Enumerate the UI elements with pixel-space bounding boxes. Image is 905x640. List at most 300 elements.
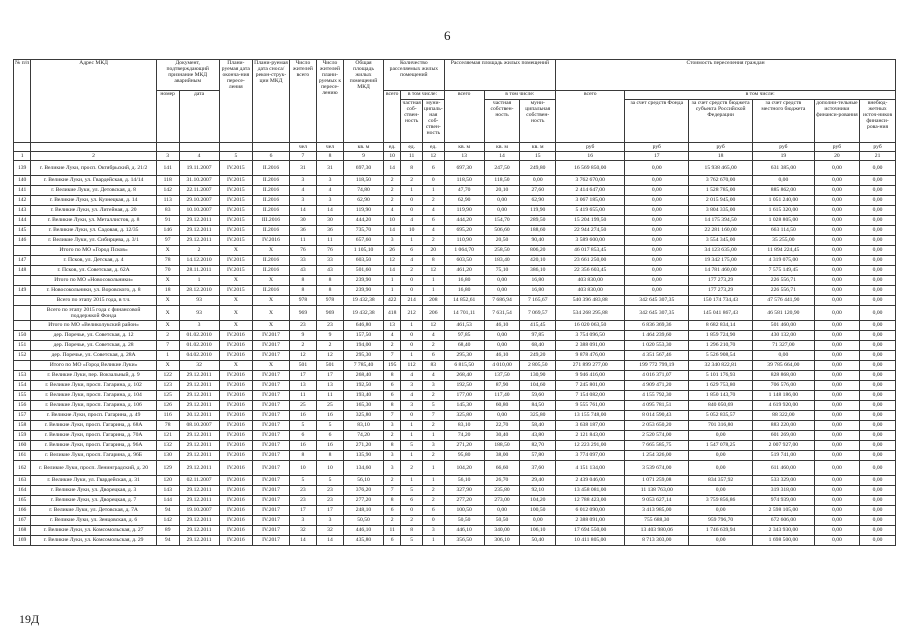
- table-cell: 50,40: [520, 536, 556, 546]
- table-cell: X: [253, 361, 290, 371]
- table-cell: 5: [401, 441, 423, 451]
- column-number-cell: 9: [343, 152, 383, 161]
- column-number-cell: 15: [520, 152, 556, 161]
- table-cell: 0,00: [625, 216, 689, 226]
- table-cell: 1 698 500,00: [753, 536, 815, 546]
- table-cell: X: [253, 306, 290, 321]
- table-cell: 20: [422, 246, 444, 256]
- table-cell: 104,20: [520, 496, 556, 506]
- table-cell: 47,70: [444, 186, 484, 196]
- table-cell: 83: [422, 361, 444, 371]
- table-cell: 663 114,50: [753, 226, 815, 236]
- table-cell: 0,00: [814, 506, 859, 516]
- table-cell: 88 322,00: [753, 411, 815, 421]
- table-cell: 7: [384, 411, 401, 421]
- table-cell: 119,90: [343, 206, 383, 216]
- col-header-additional-sources: дополни-тельные источники финанси-рования: [814, 100, 859, 143]
- table-cell: 0,00: [814, 246, 859, 256]
- table-cell: 0,00: [814, 296, 859, 306]
- table-cell: 8: [316, 286, 343, 296]
- table-cell: 1 064,70: [444, 246, 484, 256]
- table-cell: IV.2016: [219, 341, 253, 351]
- table-cell: III.2016: [253, 216, 290, 226]
- table-row: [14, 526, 896, 536]
- table-cell: 16,80: [520, 286, 556, 296]
- table-cell: 2: [422, 451, 444, 461]
- table-cell: 1: [422, 286, 444, 296]
- table-cell: 3: [401, 381, 423, 391]
- table-cell: 29.12.2011: [179, 401, 219, 411]
- table-cell: 3: [422, 526, 444, 536]
- table-cell: 1 528 785,00: [689, 186, 753, 196]
- table-cell: 18: [156, 286, 179, 296]
- table-cell: 0,00: [520, 516, 556, 526]
- table-cell: 1 615 320,00: [753, 206, 815, 216]
- table-cell: 2: [384, 431, 401, 441]
- unit-cell: руб: [625, 143, 689, 152]
- table-cell: II.2016: [253, 266, 290, 276]
- table-cell: 10: [401, 226, 423, 236]
- table-row: [14, 431, 896, 441]
- table-cell: 4: [422, 331, 444, 341]
- table-cell: IV.2016: [219, 441, 253, 451]
- table-cell: 2 598 105,00: [753, 506, 815, 516]
- table-cell: 7 686,94: [484, 296, 520, 306]
- table-cell: 1: [422, 476, 444, 486]
- table-cell: 0,00: [484, 506, 520, 516]
- table-cell: 110,90: [444, 236, 484, 246]
- table-cell: 7 165,67: [520, 296, 556, 306]
- table-cell: 0,00: [814, 401, 859, 411]
- table-cell: 0,00: [860, 306, 896, 321]
- table-cell: 3 554 345,00: [689, 236, 753, 246]
- table-cell: 295,30: [444, 351, 484, 361]
- table-cell: 20,50: [484, 236, 520, 246]
- table-cell: 0,00: [860, 206, 896, 216]
- table-cell: 3: [316, 516, 343, 526]
- table-cell: X: [253, 246, 290, 256]
- column-number-cell: 18: [689, 152, 753, 161]
- table-cell: 1: [401, 431, 423, 441]
- address-cell: г. Великие Луки, ул. Зенцовская, д. 6: [31, 516, 157, 526]
- table-cell: IV.2017: [253, 421, 290, 431]
- table-cell: 13 403 980,06: [625, 526, 689, 536]
- table-cell: 15 938 465,00: [689, 161, 753, 176]
- table-cell: 0,00: [689, 486, 753, 496]
- table-cell: 0,00: [814, 461, 859, 476]
- table-cell: 631 385,00: [753, 161, 815, 176]
- unit-cell: чел: [316, 143, 343, 152]
- table-cell: 735,70: [343, 226, 383, 236]
- table-cell: 2 343 930,00: [753, 526, 815, 536]
- table-cell: 97,85: [520, 331, 556, 341]
- table-cell: 340,00: [484, 526, 520, 536]
- table-cell: 356,50: [444, 536, 484, 546]
- table-cell: 66,60: [484, 461, 520, 476]
- table-cell: 167: [14, 516, 31, 526]
- table-cell: 0,00: [625, 246, 689, 256]
- table-cell: 0,00: [814, 266, 859, 276]
- table-cell: 461,20: [444, 266, 484, 276]
- table-cell: 0,00: [860, 161, 896, 176]
- table-cell: 2: [422, 236, 444, 246]
- column-number-cell: 10: [384, 152, 401, 161]
- table-cell: 163: [14, 476, 31, 486]
- table-cell: 2: [422, 391, 444, 401]
- table-cell: 118,50: [343, 176, 383, 186]
- table-cell: 1: [401, 476, 423, 486]
- table-cell: 144: [156, 496, 179, 506]
- table-cell: 0,00: [814, 216, 859, 226]
- table-cell: 39 785 664,00: [753, 361, 815, 371]
- table-cell: IV.2016: [219, 526, 253, 536]
- unit-cell: руб: [814, 143, 859, 152]
- table-cell: 1: [401, 186, 423, 196]
- table-cell: 75,10: [484, 266, 520, 276]
- table-cell: 883 220,00: [753, 421, 815, 431]
- table-cell: 10: [316, 461, 343, 476]
- table-cell: 3: [384, 461, 401, 476]
- table-cell: 1: [422, 276, 444, 286]
- table-cell: 142: [14, 196, 31, 206]
- table-cell: 29.12.2011: [179, 431, 219, 441]
- table-cell: 0,00: [814, 256, 859, 266]
- table-cell: 2: [384, 476, 401, 486]
- col-header-premises-municipal: муни-ципаль-ная соб-ствен-ность: [422, 100, 444, 143]
- table-cell: 161: [14, 451, 31, 461]
- table-cell: 0,00: [625, 176, 689, 186]
- table-cell: 1 296 210,70: [689, 341, 753, 351]
- table-cell: 4: [422, 371, 444, 381]
- table-cell: 0: [401, 286, 423, 296]
- col-header-area-municipal: муни-ципальная собствен-ность: [520, 100, 556, 143]
- table-cell: 43,80: [520, 431, 556, 441]
- table-cell: 828 868,00: [753, 371, 815, 381]
- table-cell: 11: [384, 526, 401, 536]
- table-cell: 125: [156, 391, 179, 401]
- table-cell: 1 105,10: [343, 246, 383, 256]
- table-cell: 2: [401, 266, 423, 276]
- table-cell: 3: [422, 441, 444, 451]
- table-cell: 22 281 160,00: [689, 226, 753, 236]
- table-cell: 10 411 805,00: [556, 536, 625, 546]
- address-cell: дер. Поречье, ул. Советская, д. 12: [31, 331, 157, 341]
- table-cell: 342 645 307,35: [625, 296, 689, 306]
- table-row: [14, 536, 896, 546]
- table-cell: 29.12.2011: [179, 526, 219, 536]
- table-cell: II.2016: [253, 196, 290, 206]
- table-cell: 2: [422, 486, 444, 496]
- column-number-cell: 5: [219, 152, 253, 161]
- table-cell: 32: [179, 361, 219, 371]
- table-cell: 0,00: [860, 496, 896, 506]
- table-cell: 112: [401, 361, 423, 371]
- table-cell: 47 576 441,90: [753, 296, 815, 306]
- table-cell: 0,00: [814, 476, 859, 486]
- table-row: [14, 411, 896, 421]
- column-number-cell: 20: [814, 152, 859, 161]
- table-cell: 95,80: [444, 451, 484, 461]
- table-cell: 192,50: [343, 381, 383, 391]
- table-cell: IV.2015: [219, 226, 253, 236]
- table-cell: 2: [156, 331, 179, 341]
- address-cell: дер. Поречье, ул. Советская, д. 28: [31, 341, 157, 351]
- address-cell: Итого по МО «Город Великие Луки»: [31, 361, 157, 371]
- table-cell: 0,00: [860, 441, 896, 451]
- table-body: [14, 161, 896, 546]
- table-cell: 87,90: [484, 381, 520, 391]
- table-cell: 0,00: [860, 321, 896, 331]
- table-cell: 118,50: [484, 176, 520, 186]
- table-cell: 540 396 483,88: [556, 296, 625, 306]
- table-cell: 28.12.2010: [179, 286, 219, 296]
- table-cell: IV.2015: [219, 161, 253, 176]
- table-cell: 29.12.2011: [179, 461, 219, 476]
- table-cell: 519 741,00: [753, 451, 815, 461]
- table-cell: 23: [289, 486, 316, 496]
- table-cell: 29.12.2011: [179, 441, 219, 451]
- table-row: [14, 476, 896, 486]
- table-cell: IV.2017: [253, 496, 290, 506]
- unit-cell: чел: [289, 143, 316, 152]
- table-cell: 461,53: [444, 321, 484, 331]
- table-cell: 70: [156, 266, 179, 276]
- table-cell: 239,90: [343, 286, 383, 296]
- table-cell: [14, 361, 31, 371]
- units-row: [14, 143, 896, 152]
- table-cell: IV.2016: [219, 496, 253, 506]
- unit-cell: руб: [556, 143, 625, 152]
- table-cell: 11: [316, 391, 343, 401]
- table-cell: 0,00: [625, 186, 689, 196]
- table-cell: 29.12.2011: [179, 236, 219, 246]
- table-cell: 3: [289, 196, 316, 206]
- table-cell: 6: [289, 431, 316, 441]
- table-cell: 0,00: [814, 526, 859, 536]
- table-cell: 0,00: [860, 536, 896, 546]
- table-row: [14, 516, 896, 526]
- table-cell: 7 665 585,75: [625, 441, 689, 451]
- table-cell: 91: [156, 216, 179, 226]
- table-cell: 0,00: [625, 286, 689, 296]
- address-cell: дер. Поречье, ул. Советская, д. 28А: [31, 351, 157, 361]
- address-cell: г. Великие Луки, просп. Октябрьский, д. 21/2: [31, 161, 157, 176]
- table-cell: 16 020 063,50: [556, 321, 625, 331]
- table-cell: 84,50: [520, 401, 556, 411]
- table-cell: 01.02.2010: [179, 331, 219, 341]
- housing-resettlement-table: [13, 59, 896, 546]
- table-cell: 327,90: [444, 486, 484, 496]
- table-cell: 139: [14, 161, 31, 176]
- table-cell: 71 327,00: [753, 341, 815, 351]
- table-cell: IV.2016: [219, 486, 253, 496]
- table-cell: 2 414 647,00: [556, 186, 625, 196]
- table-cell: 0,00: [814, 351, 859, 361]
- table-cell: 14: [289, 536, 316, 546]
- address-cell: г. Великие Луки, ул. Детовская, д. 8: [31, 186, 157, 196]
- table-cell: 342 645 307,35: [625, 306, 689, 321]
- table-cell: 188,50: [484, 441, 520, 451]
- table-cell: 60,80: [484, 401, 520, 411]
- table-cell: 0: [401, 341, 423, 351]
- table-cell: 78: [156, 256, 179, 266]
- table-cell: 0,00: [860, 381, 896, 391]
- column-number-cell: 1: [14, 152, 31, 161]
- table-cell: 22.11.2007: [179, 186, 219, 196]
- table-cell: 16,80: [444, 286, 484, 296]
- table-cell: 1 850 143,70: [689, 391, 753, 401]
- table-cell: 0,00: [814, 391, 859, 401]
- table-cell: 17: [289, 506, 316, 516]
- table-cell: 16: [316, 441, 343, 451]
- table-cell: 2: [401, 176, 423, 186]
- table-cell: 0,00: [860, 351, 896, 361]
- table-cell: 0,00: [814, 431, 859, 441]
- table-cell: 154: [14, 381, 31, 391]
- table-cell: 104,20: [444, 461, 484, 476]
- table-cell: 11: [316, 236, 343, 246]
- table-cell: 183,40: [484, 256, 520, 266]
- table-cell: 0,00: [814, 161, 859, 176]
- col-header-planned-demolition: Плани-руемая дата сноса/ рекон-струк-ции МКД: [253, 60, 290, 143]
- table-cell: 978: [316, 296, 343, 306]
- table-cell: 3 774 097,00: [556, 451, 625, 461]
- table-cell: 0,00: [860, 341, 896, 351]
- table-cell: 62,90: [343, 196, 383, 206]
- table-cell: X: [156, 276, 179, 286]
- table-cell: 17: [289, 371, 316, 381]
- col-header-cost-total: всего: [556, 91, 625, 143]
- column-numbers-row: [14, 152, 896, 161]
- table-cell: 249,20: [520, 351, 556, 361]
- table-cell: 1 859 724,90: [689, 331, 753, 341]
- table-cell: 271 899 277,00: [556, 361, 625, 371]
- table-cell: 3: [384, 421, 401, 431]
- table-cell: 1: [401, 351, 423, 361]
- table-cell: 0,00: [484, 341, 520, 351]
- table-cell: 0,00: [860, 361, 896, 371]
- table-cell: 3: [422, 381, 444, 391]
- table-cell: 3 539 674,00: [625, 461, 689, 476]
- table-cell: 834 357,92: [689, 476, 753, 486]
- address-cell: г. Великие Луки, ул. Металлистов, д. 8: [31, 216, 157, 226]
- column-number-cell: 6: [253, 152, 290, 161]
- table-cell: 68,40: [444, 341, 484, 351]
- col-header-area-private: частная собствен-ность: [484, 100, 520, 143]
- table-cell: 100,50: [444, 506, 484, 516]
- table-row: [14, 421, 896, 431]
- table-row: [14, 381, 896, 391]
- table-cell: 4: [289, 186, 316, 196]
- table-cell: 0,00: [484, 331, 520, 341]
- table-cell: X: [253, 296, 290, 306]
- address-cell: г. Великие Луки, ул. Комсомольская, д. 27: [31, 526, 157, 536]
- table-cell: 50,50: [343, 516, 383, 526]
- table-cell: 0,00: [625, 226, 689, 236]
- table-cell: 8: [401, 161, 423, 176]
- table-cell: 11 138 763,00: [625, 486, 689, 496]
- table-cell: 104,60: [520, 381, 556, 391]
- table-cell: X: [253, 321, 290, 331]
- table-cell: 1 547 078,25: [689, 441, 753, 451]
- table-cell: 142: [156, 516, 179, 526]
- table-cell: 29.12.2011: [179, 516, 219, 526]
- table-cell: IV.2016: [219, 381, 253, 391]
- table-cell: 403 830,00: [556, 276, 625, 286]
- table-cell: 3: [289, 516, 316, 526]
- table-cell: 0,00: [814, 441, 859, 451]
- table-cell: 3: [384, 236, 401, 246]
- table-cell: X: [156, 306, 179, 321]
- table-cell: 4 909 471,20: [625, 381, 689, 391]
- table-cell: 3 804 335,00: [689, 206, 753, 216]
- table-cell: 646,80: [343, 321, 383, 331]
- table-cell: 0,00: [625, 161, 689, 176]
- table-cell: 2: [401, 516, 423, 526]
- table-cell: 376,20: [343, 486, 383, 496]
- table-cell: 188,60: [520, 226, 556, 236]
- table-cell: 0,00: [814, 286, 859, 296]
- table-cell: 117,40: [484, 391, 520, 401]
- table-cell: 29.12.2011: [179, 496, 219, 506]
- table-cell: 46,10: [484, 351, 520, 361]
- table-cell: X: [219, 321, 253, 331]
- table-cell: 4 619 920,00: [753, 401, 815, 411]
- table-cell: 0,00: [814, 306, 859, 321]
- table-cell: 3 638 187,00: [556, 421, 625, 431]
- table-cell: 7 154 082,00: [556, 391, 625, 401]
- table-cell: 8: [289, 276, 316, 286]
- table-cell: 446,10: [444, 526, 484, 536]
- table-cell: 0,00: [814, 186, 859, 196]
- table-cell: 501: [316, 361, 343, 371]
- table-row: [14, 371, 896, 381]
- table-cell: 885 862,00: [753, 186, 815, 196]
- table-cell: 0,00: [814, 451, 859, 461]
- table-cell: 23: [289, 321, 316, 331]
- table-cell: 2 007 927,00: [753, 441, 815, 451]
- unit-cell: руб: [689, 143, 753, 152]
- table-cell: 26: [384, 246, 401, 256]
- table-cell: 0: [401, 506, 423, 516]
- table-cell: 57,80: [520, 451, 556, 461]
- table-cell: 118,50: [444, 176, 484, 186]
- table-cell: 152: [14, 351, 31, 361]
- table-cell: IV.2015: [219, 196, 253, 206]
- table-cell: 4 095 781,51: [625, 401, 689, 411]
- col-header-regional-budget: за счет средств бюджета субъекта Российской Федерации: [689, 100, 753, 143]
- table-cell: 444,20: [343, 216, 383, 226]
- table-cell: 144: [14, 216, 31, 226]
- table-cell: 19.11.2007: [179, 161, 219, 176]
- table-cell: IV.2016: [219, 476, 253, 486]
- table-cell: 20.12.2011: [179, 411, 219, 421]
- table-cell: IV.2016: [219, 421, 253, 431]
- table-row: [14, 161, 896, 176]
- table-cell: 141: [14, 186, 31, 196]
- table-cell: 0,00: [814, 196, 859, 206]
- table-row: [14, 216, 896, 226]
- table-cell: 13: [289, 381, 316, 391]
- col-header-extrabudgetary: внебюд-жетных источ-ников финанси-рова-ния: [860, 100, 896, 143]
- table-cell: IV.2017: [253, 351, 290, 361]
- table-cell: 5: [401, 536, 423, 546]
- table-cell: 156: [14, 401, 31, 411]
- table-cell: 611 460,00: [753, 461, 815, 476]
- table-cell: II.2016: [253, 186, 290, 196]
- table-cell: 23: [316, 486, 343, 496]
- table-cell: 14 852,61: [444, 296, 484, 306]
